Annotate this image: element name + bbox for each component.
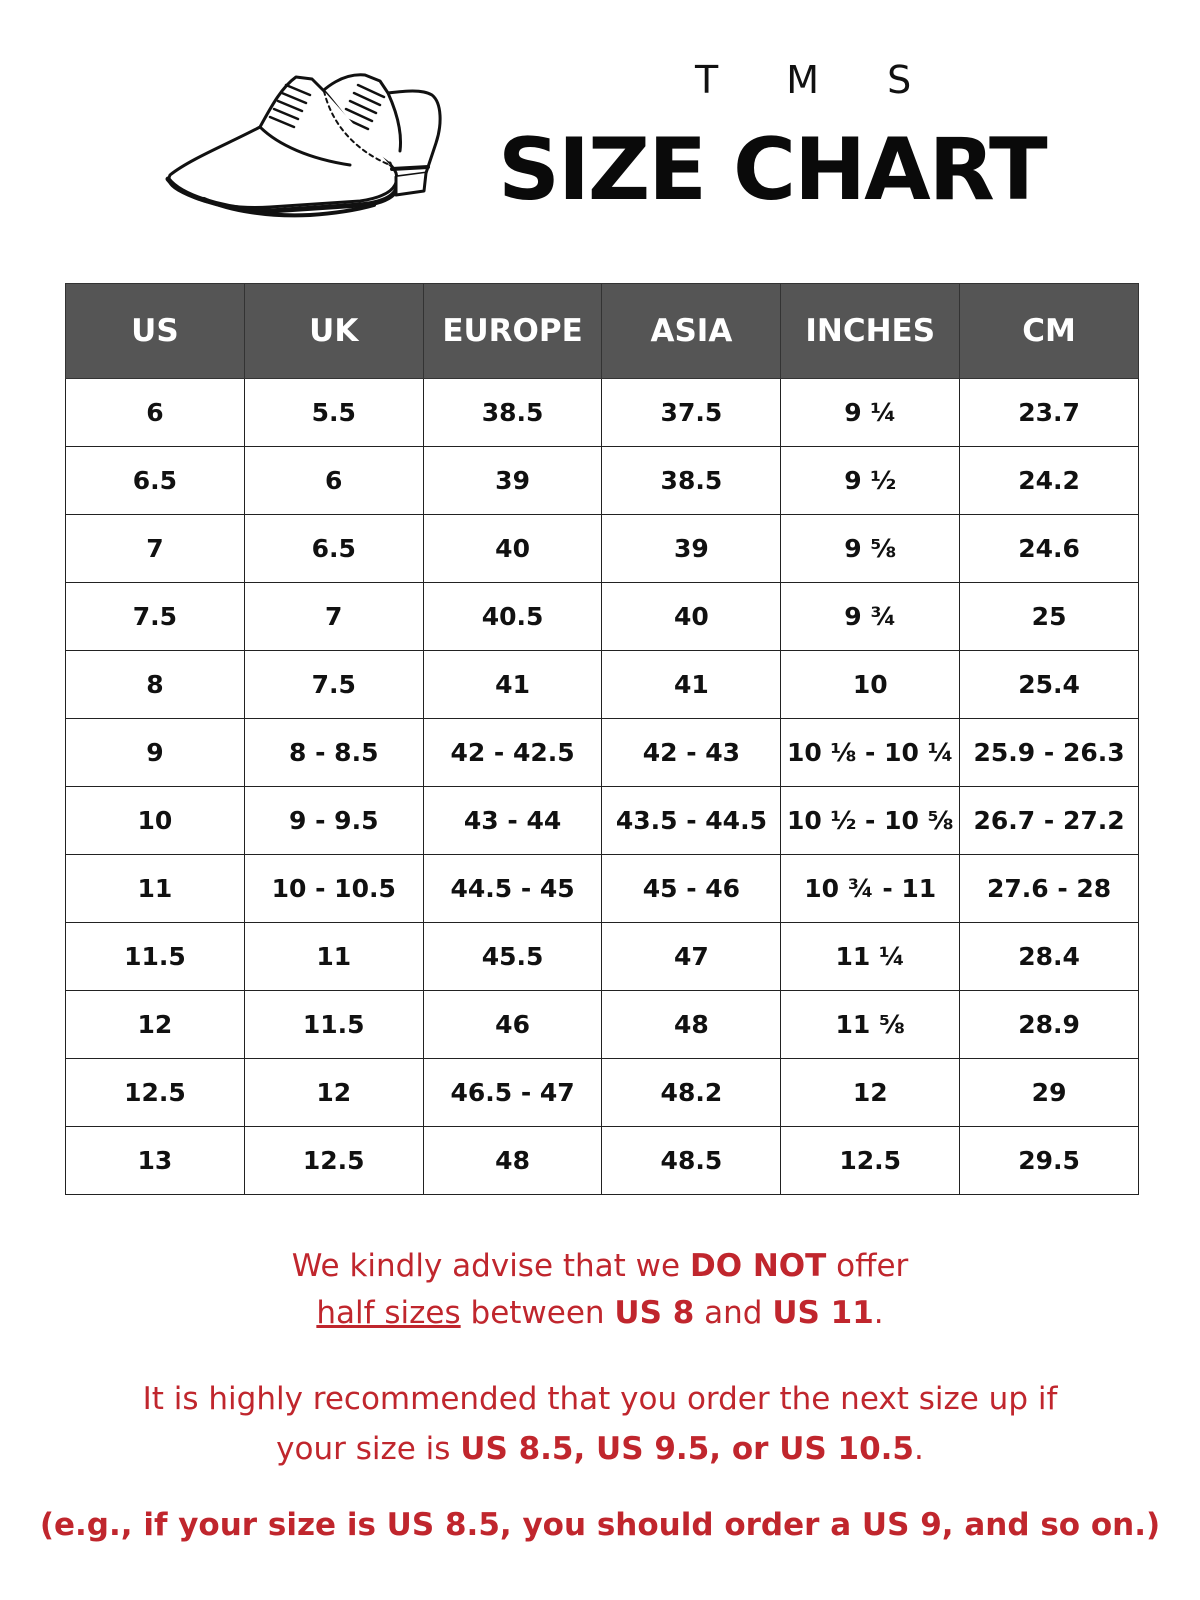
table-cell-inches: 12 bbox=[781, 1059, 960, 1127]
table-row bbox=[66, 1059, 1139, 1127]
table-cell-cm: 27.6 - 28 bbox=[960, 855, 1139, 923]
table-cell-inches: 10 ⅛ - 10 ¼ bbox=[781, 719, 960, 787]
table-cell-europe: 38.5 bbox=[423, 379, 602, 447]
table-cell-asia: 40 bbox=[602, 583, 781, 651]
table-row bbox=[66, 583, 1139, 651]
note2-sizes: US 8.5, US 9.5, or US 10.5 bbox=[460, 1431, 914, 1467]
table-cell-asia: 37.5 bbox=[602, 379, 781, 447]
table-header-row bbox=[66, 284, 1139, 379]
column-header-asia: ASIA bbox=[602, 284, 781, 379]
table-cell-us: 11.5 bbox=[66, 923, 245, 991]
note1-half-sizes: half sizes bbox=[316, 1295, 461, 1331]
table-cell-uk: 8 - 8.5 bbox=[244, 719, 423, 787]
column-header-europe: EUROPE bbox=[423, 284, 602, 379]
table-cell-asia: 38.5 bbox=[602, 447, 781, 515]
table-row bbox=[66, 379, 1139, 447]
table-cell-europe: 40 bbox=[423, 515, 602, 583]
table-cell-us: 6 bbox=[66, 379, 245, 447]
half-size-note bbox=[0, 1243, 1200, 1337]
table-cell-inches: 12.5 bbox=[781, 1127, 960, 1195]
column-header-cm: CM bbox=[960, 284, 1139, 379]
table-cell-us: 7.5 bbox=[66, 583, 245, 651]
table-cell-europe: 39 bbox=[423, 447, 602, 515]
note2-text: . bbox=[914, 1431, 924, 1467]
table-row bbox=[66, 447, 1139, 515]
table-cell-us: 13 bbox=[66, 1127, 245, 1195]
table-cell-cm: 26.7 - 27.2 bbox=[960, 787, 1139, 855]
table-cell-uk: 6.5 bbox=[244, 515, 423, 583]
table-cell-cm: 24.2 bbox=[960, 447, 1139, 515]
note1-us11: US 11 bbox=[772, 1295, 874, 1331]
table-row bbox=[66, 991, 1139, 1059]
table-cell-europe: 43 - 44 bbox=[423, 787, 602, 855]
column-header-inches: INCHES bbox=[781, 284, 960, 379]
table-cell-uk: 12.5 bbox=[244, 1127, 423, 1195]
table-cell-us: 12.5 bbox=[66, 1059, 245, 1127]
table-row bbox=[66, 515, 1139, 583]
table-cell-us: 6.5 bbox=[66, 447, 245, 515]
table-row bbox=[66, 1127, 1139, 1195]
note1-text: between bbox=[460, 1295, 615, 1331]
table-cell-cm: 28.9 bbox=[960, 991, 1139, 1059]
table-cell-europe: 41 bbox=[423, 651, 602, 719]
note2-text: It is highly recommended that you order the next size up if bbox=[142, 1381, 1058, 1417]
table-cell-cm: 23.7 bbox=[960, 379, 1139, 447]
table-cell-inches: 11 ⅝ bbox=[781, 991, 960, 1059]
table-cell-asia: 39 bbox=[602, 515, 781, 583]
table-cell-asia: 41 bbox=[602, 651, 781, 719]
table-cell-uk: 9 - 9.5 bbox=[244, 787, 423, 855]
table-cell-inches: 9 ¾ bbox=[781, 583, 960, 651]
table-cell-inches: 11 ¼ bbox=[781, 923, 960, 991]
table-cell-uk: 12 bbox=[244, 1059, 423, 1127]
size-table-container bbox=[65, 283, 1139, 1195]
header bbox=[0, 0, 1200, 250]
table-cell-us: 10 bbox=[66, 787, 245, 855]
recommendation-note bbox=[0, 1374, 1200, 1474]
table-cell-asia: 45 - 46 bbox=[602, 855, 781, 923]
column-header-us: US bbox=[66, 284, 245, 379]
table-cell-cm: 25 bbox=[960, 583, 1139, 651]
dress-shoes-icon bbox=[160, 55, 460, 225]
table-cell-inches: 9 ¼ bbox=[781, 379, 960, 447]
note1-text: We kindly advise that we bbox=[291, 1248, 690, 1284]
table-cell-asia: 48.5 bbox=[602, 1127, 781, 1195]
note2-text: your size is bbox=[276, 1431, 461, 1467]
table-cell-asia: 47 bbox=[602, 923, 781, 991]
table-cell-asia: 48 bbox=[602, 991, 781, 1059]
table-cell-us: 8 bbox=[66, 651, 245, 719]
table-row bbox=[66, 923, 1139, 991]
size-table bbox=[65, 283, 1139, 1195]
table-cell-europe: 46.5 - 47 bbox=[423, 1059, 602, 1127]
table-cell-europe: 46 bbox=[423, 991, 602, 1059]
table-row bbox=[66, 719, 1139, 787]
table-cell-europe: 40.5 bbox=[423, 583, 602, 651]
table-cell-europe: 48 bbox=[423, 1127, 602, 1195]
table-cell-cm: 28.4 bbox=[960, 923, 1139, 991]
table-row bbox=[66, 855, 1139, 923]
table-cell-cm: 25.4 bbox=[960, 651, 1139, 719]
example-note: (e.g., if your size is US 8.5, you should order a US 9, and so on.) bbox=[39, 1507, 1161, 1543]
page-title: SIZE CHART bbox=[498, 120, 1046, 220]
table-cell-cm: 24.6 bbox=[960, 515, 1139, 583]
note1-do-not: DO NOT bbox=[689, 1248, 827, 1284]
table-row bbox=[66, 651, 1139, 719]
table-cell-inches: 10 ¾ - 11 bbox=[781, 855, 960, 923]
brand-name: T M S bbox=[695, 58, 940, 102]
table-cell-uk: 11.5 bbox=[244, 991, 423, 1059]
table-cell-uk: 5.5 bbox=[244, 379, 423, 447]
table-cell-inches: 10 bbox=[781, 651, 960, 719]
table-cell-cm: 29 bbox=[960, 1059, 1139, 1127]
table-cell-inches: 10 ½ - 10 ⅝ bbox=[781, 787, 960, 855]
table-cell-cm: 29.5 bbox=[960, 1127, 1139, 1195]
table-cell-us: 9 bbox=[66, 719, 245, 787]
table-cell-uk: 6 bbox=[244, 447, 423, 515]
table-cell-cm: 25.9 - 26.3 bbox=[960, 719, 1139, 787]
note1-text: offer bbox=[826, 1248, 909, 1284]
table-cell-uk: 7.5 bbox=[244, 651, 423, 719]
note1-text: . bbox=[873, 1295, 884, 1331]
table-cell-inches: 9 ½ bbox=[781, 447, 960, 515]
table-body bbox=[66, 379, 1139, 1195]
table-cell-asia: 43.5 - 44.5 bbox=[602, 787, 781, 855]
table-cell-inches: 9 ⅝ bbox=[781, 515, 960, 583]
table-cell-uk: 11 bbox=[244, 923, 423, 991]
table-cell-asia: 42 - 43 bbox=[602, 719, 781, 787]
note1-text: and bbox=[694, 1295, 773, 1331]
table-cell-uk: 7 bbox=[244, 583, 423, 651]
table-cell-europe: 45.5 bbox=[423, 923, 602, 991]
table-cell-us: 11 bbox=[66, 855, 245, 923]
table-cell-us: 12 bbox=[66, 991, 245, 1059]
table-cell-uk: 10 - 10.5 bbox=[244, 855, 423, 923]
note1-us8: US 8 bbox=[614, 1295, 695, 1331]
table-cell-us: 7 bbox=[66, 515, 245, 583]
table-cell-asia: 48.2 bbox=[602, 1059, 781, 1127]
table-row bbox=[66, 787, 1139, 855]
column-header-uk: UK bbox=[244, 284, 423, 379]
table-cell-europe: 44.5 - 45 bbox=[423, 855, 602, 923]
table-cell-europe: 42 - 42.5 bbox=[423, 719, 602, 787]
